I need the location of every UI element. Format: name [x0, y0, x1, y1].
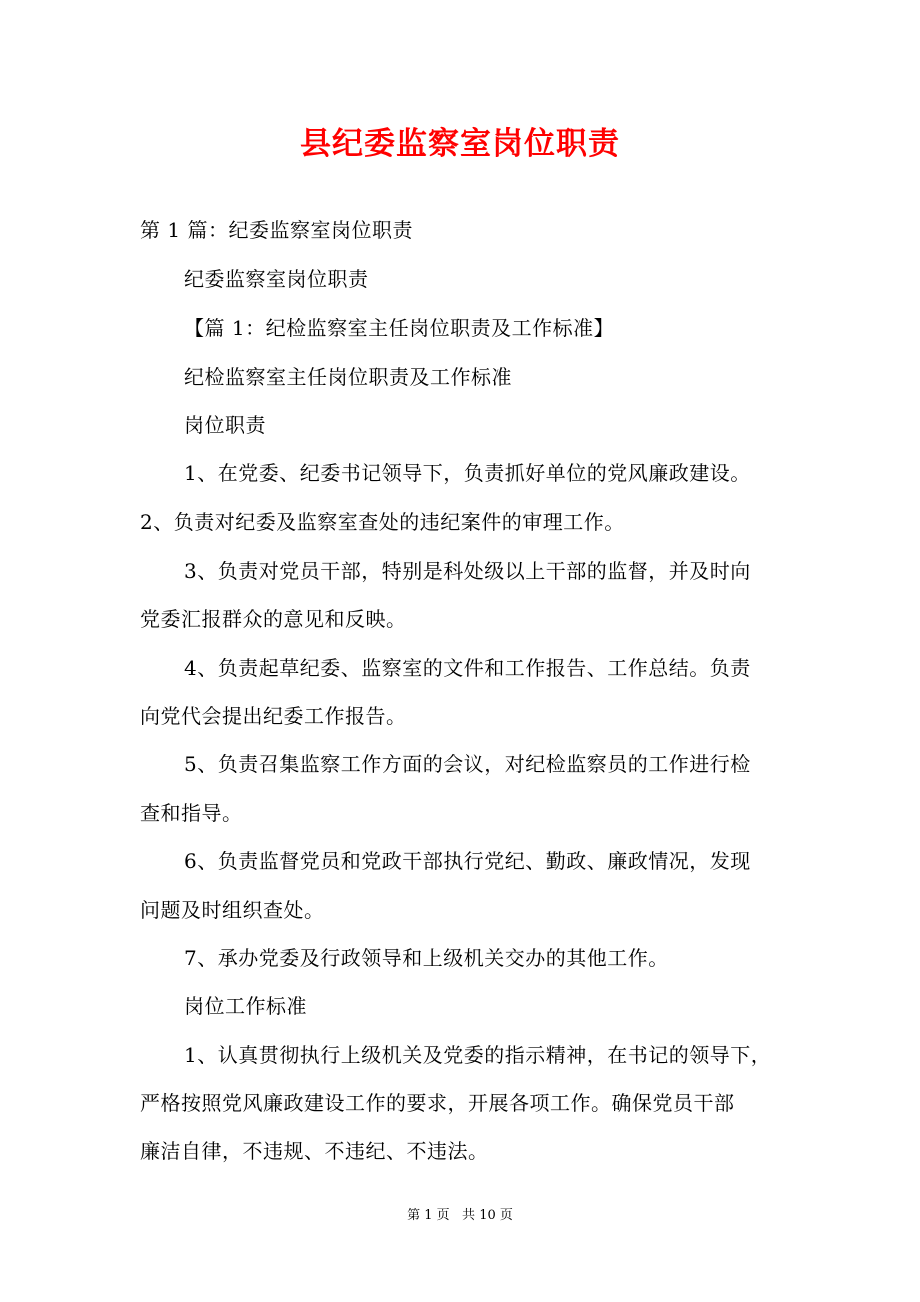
duty-item-7: 7、承办党委及行政领导和上级机关交办的其他工作。	[184, 946, 669, 970]
article-subtitle: 纪检监察室主任岗位职责及工作标准	[184, 365, 512, 389]
document-title: 县纪委监察室岗位职责	[300, 126, 620, 162]
duty-item-1: 1、在党委、纪委书记领导下，负责抓好单位的党风廉政建设。	[184, 461, 751, 485]
duty-item-2: 2、负责对纪委及监察室查处的违纪案件的审理工作。	[140, 510, 625, 534]
duty-item-4-line-1: 4、负责起草纪委、监察室的文件和工作报告、工作总结。负责	[184, 656, 751, 680]
standard-item-1-line-3: 廉洁自律，不违规、不违纪、不违法。	[140, 1139, 489, 1163]
page-footer: 第 1 页 共 10 页	[407, 1208, 513, 1223]
duty-item-6-line-2: 问题及时组织查处。	[140, 898, 325, 922]
standard-item-1-line-2: 严格按照党风廉政建设工作的要求，开展各项工作。确保党员干部	[140, 1091, 735, 1115]
subtitle: 纪委监察室岗位职责	[184, 267, 369, 291]
article-heading: 【篇 1：纪检监察室主任岗位职责及工作标准】	[184, 316, 615, 340]
duty-item-3-line-1: 3、负责对党员干部，特别是科处级以上干部的监督，并及时向	[184, 559, 751, 583]
section-heading: 第 1 篇：纪委监察室岗位职责	[140, 218, 413, 242]
duty-item-4-line-2: 向党代会提出纪委工作报告。	[140, 704, 407, 728]
standards-heading: 岗位工作标准	[184, 994, 307, 1018]
duty-item-6-line-1: 6、负责监督党员和党政干部执行党纪、勤政、廉政情况，发现	[184, 849, 751, 873]
duty-item-3-line-2: 党委汇报群众的意见和反映。	[140, 607, 407, 631]
duty-item-5-line-2: 查和指导。	[140, 801, 243, 825]
standard-item-1-line-1: 1、认真贯彻执行上级机关及党委的指示精神，在书记的领导下，	[184, 1043, 772, 1067]
duties-heading: 岗位职责	[184, 413, 266, 437]
duty-item-5-line-1: 5、负责召集监察工作方面的会议，对纪检监察员的工作进行检	[184, 752, 751, 776]
